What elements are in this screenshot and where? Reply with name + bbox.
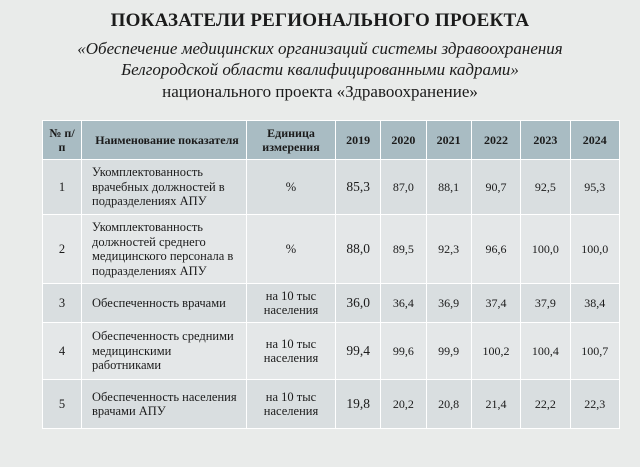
row-value: 21,4 — [471, 380, 520, 429]
row-value: 87,0 — [381, 160, 426, 215]
row-value: 100,7 — [570, 323, 619, 380]
row-value: 92,3 — [426, 215, 471, 284]
row-unit: на 10 тыс населения — [247, 284, 336, 323]
header-num: № п/п — [43, 121, 82, 160]
table-row — [43, 323, 620, 380]
table-row — [43, 380, 620, 429]
row-value: 38,4 — [570, 284, 619, 323]
subtitle-line-2: Белгородской области квалифицированными кадрами» — [121, 60, 519, 79]
row-value: 20,8 — [426, 380, 471, 429]
header-year: 2020 — [381, 121, 426, 160]
row-unit: на 10 тыс населения — [247, 323, 336, 380]
row-value: 36,0 — [336, 284, 381, 323]
subtitle-line-3: национального проекта «Здравоохранение» — [162, 82, 478, 101]
row-value: 36,4 — [381, 284, 426, 323]
row-num: 4 — [43, 323, 82, 380]
row-value: 19,8 — [336, 380, 381, 429]
row-value: 88,1 — [426, 160, 471, 215]
row-name: Обеспеченность врачами — [82, 284, 247, 323]
row-num: 1 — [43, 160, 82, 215]
row-name: Укомплектованность врачебных должностей в подразделениях АПУ — [82, 160, 247, 215]
row-unit: на 10 тыс населения — [247, 380, 336, 429]
row-value: 96,6 — [471, 215, 520, 284]
row-name: Обеспеченность средними медицинскими работниками — [82, 323, 247, 380]
header-year: 2021 — [426, 121, 471, 160]
table-row — [43, 284, 620, 323]
row-value: 37,4 — [471, 284, 520, 323]
row-unit: % — [247, 215, 336, 284]
row-value: 37,9 — [521, 284, 570, 323]
subtitle-line-1: «Обеспечение медицинских организаций системы здравоохранения — [77, 39, 563, 58]
page-title: ПОКАЗАТЕЛИ РЕГИОНАЛЬНОГО ПРОЕКТА — [110, 10, 530, 31]
header-year: 2023 — [521, 121, 570, 160]
header-year: 2019 — [336, 121, 381, 160]
table-row — [43, 160, 620, 215]
row-value: 22,3 — [570, 380, 619, 429]
row-value: 92,5 — [521, 160, 570, 215]
row-num: 3 — [43, 284, 82, 323]
header-name: Наименование показателя — [82, 121, 247, 160]
row-value: 89,5 — [381, 215, 426, 284]
table-header-row — [43, 121, 620, 160]
header-unit: Единица измерения — [247, 121, 336, 160]
row-value: 88,0 — [336, 215, 381, 284]
header-year: 2022 — [471, 121, 520, 160]
row-value: 85,3 — [336, 160, 381, 215]
header-year: 2024 — [570, 121, 619, 160]
table-row — [43, 215, 620, 284]
row-value: 100,2 — [471, 323, 520, 380]
row-value: 36,9 — [426, 284, 471, 323]
row-value: 100,0 — [521, 215, 570, 284]
row-unit: % — [247, 160, 336, 215]
row-value: 100,0 — [570, 215, 619, 284]
row-value: 22,2 — [521, 380, 570, 429]
row-value: 99,6 — [381, 323, 426, 380]
row-value: 100,4 — [521, 323, 570, 380]
row-name: Укомплектованность должностей среднего медицинского персонала в подразделениях АПУ — [82, 215, 247, 284]
row-value: 95,3 — [570, 160, 619, 215]
row-value: 20,2 — [381, 380, 426, 429]
indicators-table — [42, 120, 620, 429]
row-num: 5 — [43, 380, 82, 429]
row-value: 99,9 — [426, 323, 471, 380]
row-value: 99,4 — [336, 323, 381, 380]
row-num: 2 — [43, 215, 82, 284]
row-name: Обеспеченность населения врачами АПУ — [82, 380, 247, 429]
row-value: 90,7 — [471, 160, 520, 215]
